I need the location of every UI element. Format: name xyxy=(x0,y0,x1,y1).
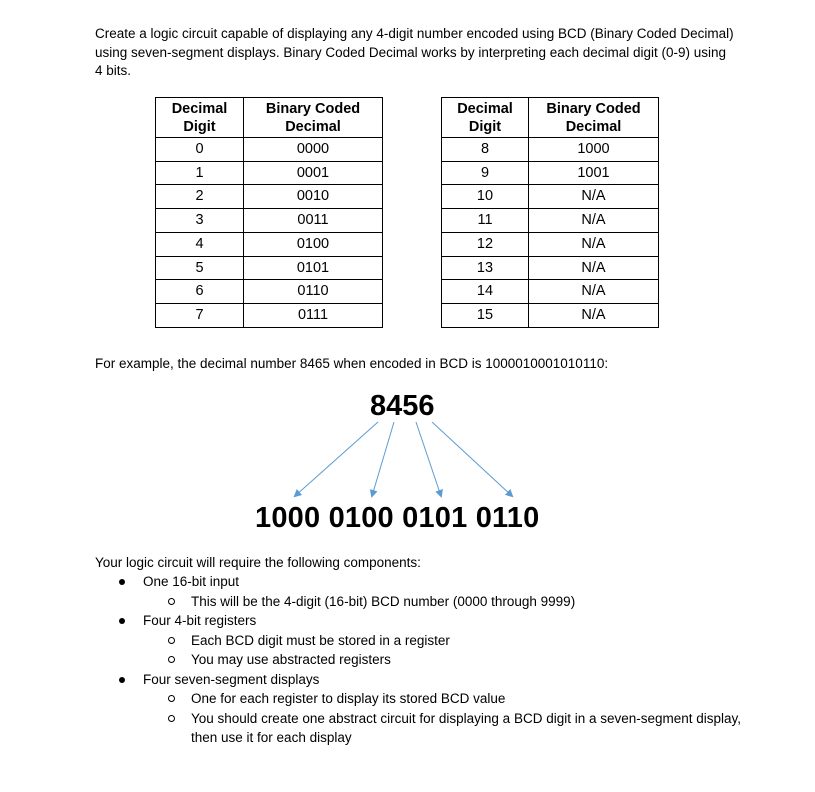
requirement-label: One 16-bit input xyxy=(143,574,240,589)
header-decimal-digit: Decimal Digit xyxy=(442,98,529,138)
digit-cell: 3 xyxy=(156,209,244,233)
bcd-cell: 0110 xyxy=(244,280,383,304)
digit-cell: 13 xyxy=(442,256,529,280)
requirements-heading: Your logic circuit will require the following components: xyxy=(95,555,421,570)
list-item xyxy=(95,670,745,748)
digit-cell: 14 xyxy=(442,280,529,304)
arrow-to-group-2 xyxy=(372,422,394,496)
list-item xyxy=(95,572,745,611)
digit-cell: 2 xyxy=(156,185,244,209)
header-binary-coded-decimal: Binary Coded Decimal xyxy=(244,98,383,138)
bcd-cell: 1001 xyxy=(529,161,659,185)
digit-cell: 9 xyxy=(442,161,529,185)
bcd-cell: 0100 xyxy=(244,232,383,256)
bcd-cell: 0000 xyxy=(244,138,383,162)
example-binary-number: 1000 0100 0101 0110 xyxy=(255,502,540,534)
bcd-cell: N/A xyxy=(529,185,659,209)
digit-cell: 12 xyxy=(442,232,529,256)
bcd-cell: N/A xyxy=(529,209,659,233)
bcd-cell: N/A xyxy=(529,303,659,327)
bcd-cell: 0011 xyxy=(244,209,383,233)
digit-cell: 4 xyxy=(156,232,244,256)
bcd-cell: 0101 xyxy=(244,256,383,280)
sub-list-item: Each BCD digit must be stored in a register xyxy=(143,631,745,651)
bcd-cell: N/A xyxy=(529,232,659,256)
bcd-cell: 0010 xyxy=(244,185,383,209)
digit-cell: 7 xyxy=(156,303,244,327)
bcd-cell: 1000 xyxy=(529,138,659,162)
header-decimal-digit: Decimal Digit xyxy=(156,98,244,138)
sub-list-item: This will be the 4-digit (16-bit) BCD number (0000 through 9999) xyxy=(143,592,745,612)
digit-cell: 10 xyxy=(442,185,529,209)
digit-cell: 8 xyxy=(442,138,529,162)
digit-cell: 11 xyxy=(442,209,529,233)
sub-list-item: You should create one abstract circuit for displaying a BCD digit in a seven-segment display, then use it for each display xyxy=(143,709,745,748)
digit-cell: 15 xyxy=(442,303,529,327)
bcd-cell: N/A xyxy=(529,256,659,280)
sub-list-item: One for each register to display its stored BCD value xyxy=(143,689,745,709)
digit-cell: 1 xyxy=(156,161,244,185)
arrow-to-group-4 xyxy=(432,422,512,496)
requirement-label: Four 4-bit registers xyxy=(143,613,257,628)
digit-cell: 5 xyxy=(156,256,244,280)
arrow-to-group-3 xyxy=(416,422,441,496)
intro-paragraph: Create a logic circuit capable of displaying any 4-digit number encoded using BCD (Binary Coded Decimal) using seven-segment displays. Binary Coded Decimal works by interpreting each decimal digit (0-9) using 4 bits. xyxy=(95,26,734,78)
bcd-cell: N/A xyxy=(529,280,659,304)
bcd-cell: 0111 xyxy=(244,303,383,327)
requirements-list xyxy=(95,572,745,748)
digit-cell: 0 xyxy=(156,138,244,162)
arrow-to-group-1 xyxy=(295,422,378,496)
digit-cell: 6 xyxy=(156,280,244,304)
example-decimal-number: 8456 xyxy=(370,390,435,422)
bcd-cell: 0001 xyxy=(244,161,383,185)
sub-list-item: You may use abstracted registers xyxy=(143,650,745,670)
example-sentence: For example, the decimal number 8465 when encoded in BCD is 1000010001010110: xyxy=(95,356,609,371)
requirement-label: Four seven-segment displays xyxy=(143,671,320,687)
header-binary-coded-decimal: Binary Coded Decimal xyxy=(529,98,659,138)
list-item xyxy=(95,611,745,670)
